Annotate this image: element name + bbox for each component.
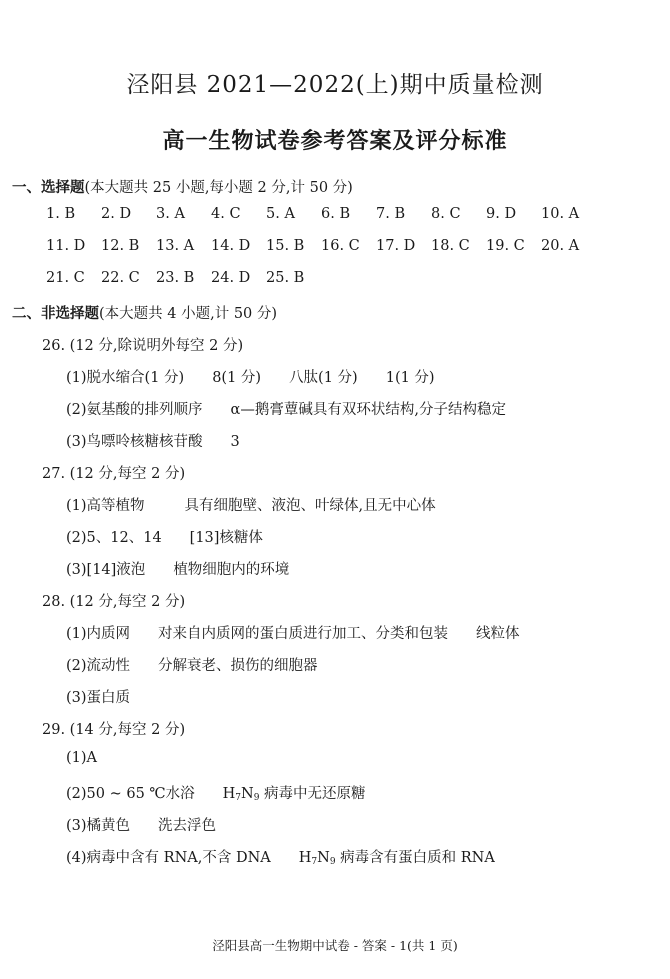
question-26-answer-3 bbox=[66, 430, 240, 451]
section2-heading bbox=[12, 302, 277, 323]
section1-heading bbox=[12, 176, 353, 197]
choice-answer: 20. A bbox=[541, 238, 580, 254]
question-26-heading: 26. (12 分,除说明外每空 2 分) bbox=[42, 338, 244, 354]
answer-part: 病毒含有蛋白质和 RNA bbox=[335, 850, 495, 866]
question-28-heading: 28. (12 分,每空 2 分) bbox=[42, 594, 186, 610]
section1-note: (本大题共 25 小题,每小题 2 分,计 50 分) bbox=[84, 180, 353, 196]
choice-answer: 25. B bbox=[266, 270, 305, 286]
page-footer: 泾阳县高一生物期中试卷 - 答案 - 1(共 1 页) bbox=[212, 938, 458, 953]
question-29-heading: 29. (14 分,每空 2 分) bbox=[42, 722, 186, 738]
choice-answer: 1. B bbox=[46, 206, 76, 222]
section2-label: 二、非选择题 bbox=[12, 305, 99, 322]
choice-answer: 17. D bbox=[376, 238, 416, 254]
answer-part: (1)高等植物 bbox=[66, 498, 145, 514]
question-29-answer-4 bbox=[66, 846, 495, 867]
answer-part: (4)病毒中含有 RNA,不含 DNA bbox=[66, 850, 271, 866]
answer-part: (1)脱水缩合(1 分) bbox=[66, 370, 185, 386]
choice-answer: 10. A bbox=[541, 206, 580, 222]
answer-part: 9 bbox=[253, 793, 260, 803]
choice-answer: 6. B bbox=[321, 206, 351, 222]
answer-part: (2)50 ~ 65 ℃水浴 bbox=[66, 786, 195, 802]
answer-part: 8(1 分) bbox=[212, 370, 262, 386]
answer-part: 分解衰老、损伤的细胞器 bbox=[158, 658, 318, 674]
answer-part: 具有细胞壁、液泡、叶绿体,且无中心体 bbox=[184, 498, 436, 514]
question-26-answer-2 bbox=[66, 398, 506, 419]
answer-part: H bbox=[298, 850, 312, 866]
section2-note: (本大题共 4 小题,计 50 分) bbox=[99, 306, 278, 322]
choice-answer: 9. D bbox=[486, 206, 517, 222]
question-27-heading: 27. (12 分,每空 2 分) bbox=[42, 466, 186, 482]
choice-answer-row-2 bbox=[46, 238, 636, 260]
answer-part: 9 bbox=[329, 857, 336, 867]
answer-part: (3)[14]液泡 bbox=[66, 562, 146, 578]
answer-part: [13]核糖体 bbox=[189, 530, 263, 546]
answer-part: (2)氨基酸的排列顺序 bbox=[66, 402, 203, 418]
answer-part: 3 bbox=[230, 434, 240, 450]
choice-answer: 22. C bbox=[101, 270, 140, 286]
question-28-answer-1 bbox=[66, 622, 520, 643]
choice-answer: 23. B bbox=[156, 270, 195, 286]
answer-part: (3)橘黄色 bbox=[66, 818, 131, 834]
choice-answer: 21. C bbox=[46, 270, 85, 286]
question-29-answer-1: (1)A bbox=[66, 750, 98, 766]
question-27-answer-1 bbox=[66, 494, 436, 515]
answer-part: 洗去浮色 bbox=[158, 818, 217, 834]
choice-answer: 15. B bbox=[266, 238, 305, 254]
exam-title: 泾阳县 2021—2022(上)期中质量检测 bbox=[126, 72, 544, 98]
answer-part: 病毒中无还原糖 bbox=[259, 786, 366, 802]
answer-part: (1)内质网 bbox=[66, 626, 131, 642]
choice-answer: 5. A bbox=[266, 206, 295, 222]
choice-answer: 7. B bbox=[376, 206, 406, 222]
section1-label: 一、选择题 bbox=[12, 179, 85, 196]
answer-part: (3)鸟嘌呤核糖核苷酸 bbox=[66, 434, 203, 450]
choice-answer: 19. C bbox=[486, 238, 525, 254]
answer-part: 7 bbox=[311, 857, 318, 867]
answer-part: (2)流动性 bbox=[66, 658, 131, 674]
question-29-answer-2 bbox=[66, 782, 366, 803]
choice-answer-row-1 bbox=[46, 206, 636, 228]
choice-answer: 2. D bbox=[101, 206, 132, 222]
answer-part: 7 bbox=[235, 793, 242, 803]
question-29-answer-3 bbox=[66, 814, 216, 835]
choice-answer: 16. C bbox=[321, 238, 360, 254]
answer-key-title: 高一生物试卷参考答案及评分标准 bbox=[162, 128, 508, 154]
choice-answer-row-3 bbox=[46, 270, 636, 292]
answer-part: N bbox=[241, 786, 254, 802]
answer-part: 线粒体 bbox=[476, 626, 520, 642]
answer-part: (2)5、12、14 bbox=[66, 530, 162, 546]
choice-answer: 13. A bbox=[156, 238, 195, 254]
question-27-answer-2 bbox=[66, 526, 263, 547]
answer-part: 对来自内质网的蛋白质进行加工、分类和包装 bbox=[158, 626, 449, 642]
question-26-answer-1 bbox=[66, 366, 435, 387]
answer-part: H bbox=[222, 786, 236, 802]
choice-answer: 8. C bbox=[431, 206, 461, 222]
answer-part: α—鹅膏蕈碱具有双环状结构,分子结构稳定 bbox=[230, 402, 506, 418]
choice-answer: 24. D bbox=[211, 270, 251, 286]
choice-answer: 3. A bbox=[156, 206, 185, 222]
choice-answer: 11. D bbox=[46, 238, 86, 254]
choice-answer: 14. D bbox=[211, 238, 251, 254]
answer-part: 1(1 分) bbox=[385, 370, 435, 386]
choice-answer: 12. B bbox=[101, 238, 140, 254]
choice-answer: 4. C bbox=[211, 206, 241, 222]
answer-part: 八肽(1 分) bbox=[289, 370, 358, 386]
question-28-answer-3: (3)蛋白质 bbox=[66, 690, 131, 706]
question-28-answer-2 bbox=[66, 654, 318, 675]
choice-answer: 18. C bbox=[431, 238, 470, 254]
answer-part: N bbox=[317, 850, 330, 866]
question-27-answer-3 bbox=[66, 558, 289, 579]
answer-part: 植物细胞内的环境 bbox=[173, 562, 290, 578]
